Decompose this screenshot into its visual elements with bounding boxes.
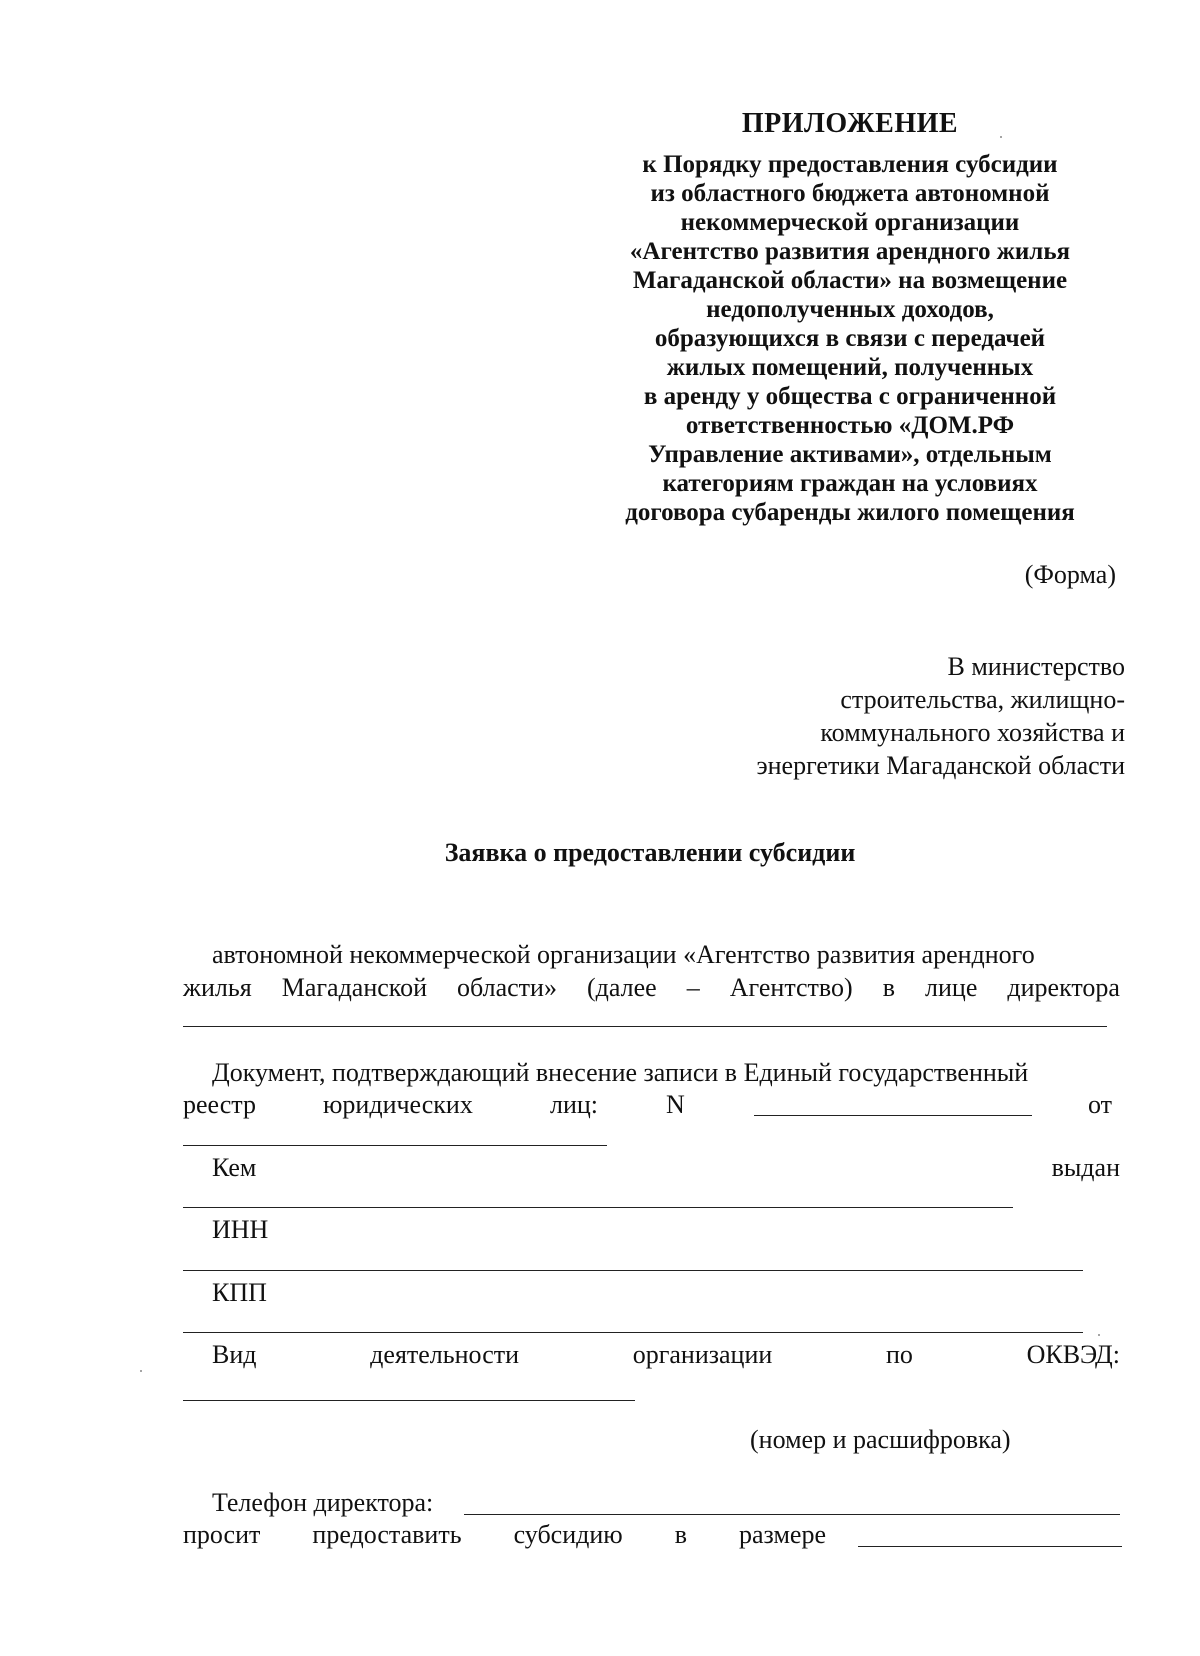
form-label: (Форма) bbox=[1024, 560, 1116, 589]
appendix-line: образующихся в связи с передачей bbox=[654, 325, 1046, 352]
director-phone-label: Телефон директора: bbox=[212, 1488, 434, 1517]
director-phone-field[interactable] bbox=[464, 1514, 1120, 1515]
appendix-line: в аренду у общества с ограниченной bbox=[643, 383, 1057, 410]
doc-word-legal: юридических bbox=[323, 1090, 473, 1119]
appendix-line: Магаданской области» на возмещение bbox=[632, 267, 1068, 294]
appendix-line: недополученных доходов, bbox=[706, 296, 994, 323]
issued-by-field[interactable] bbox=[183, 1207, 1013, 1208]
kpp-field[interactable] bbox=[183, 1332, 1083, 1333]
request-word: субсидию bbox=[513, 1520, 623, 1549]
org-line-2 bbox=[183, 973, 1120, 1003]
org-word: лице bbox=[925, 973, 978, 1002]
appendix-line: к Порядку предоставления субсидии bbox=[642, 151, 1058, 178]
issued-label: выдан bbox=[1051, 1153, 1120, 1182]
okved-hint: (номер и расшифровка) bbox=[750, 1425, 1011, 1454]
okved-word: ОКВЭД: bbox=[1026, 1340, 1120, 1369]
request-word: размере bbox=[739, 1520, 826, 1549]
inn-field[interactable] bbox=[183, 1270, 1083, 1271]
doc-word-registry: реестр bbox=[183, 1090, 256, 1119]
okved-word: деятельности bbox=[370, 1340, 520, 1369]
scan-speck bbox=[140, 1370, 142, 1372]
request-title: Заявка о предоставлении субсидии bbox=[444, 838, 856, 867]
inn-label: ИНН bbox=[212, 1215, 269, 1244]
org-word: в bbox=[882, 973, 895, 1002]
okved-word: организации bbox=[632, 1340, 773, 1369]
request-word: просит bbox=[183, 1520, 261, 1549]
subsidy-amount-field[interactable] bbox=[858, 1546, 1122, 1547]
registration-date-field[interactable] bbox=[183, 1145, 607, 1146]
org-word: области» bbox=[457, 973, 557, 1002]
recipient-line: В министерство bbox=[947, 652, 1125, 681]
okved-word: по bbox=[885, 1340, 913, 1369]
issued-by-label: Кем bbox=[212, 1153, 257, 1182]
appendix-line: жилых помещений, полученных bbox=[666, 354, 1034, 381]
org-line-1: автономной некоммерческой организации «Агентство развития арендного bbox=[212, 940, 1035, 969]
doc-line-1: Документ, подтверждающий внесение записи в Единый государственный bbox=[212, 1058, 1029, 1087]
appendix-line: «Агентство развития арендного жилья bbox=[629, 238, 1071, 265]
request-word: предоставить bbox=[312, 1520, 462, 1549]
org-word: (далее bbox=[587, 973, 657, 1002]
kpp-label: КПП bbox=[212, 1278, 267, 1307]
org-word: Агентство) bbox=[729, 973, 853, 1002]
appendix-line: из областного бюджета автономной bbox=[650, 180, 1050, 207]
okved-word: Вид bbox=[212, 1340, 257, 1369]
recipient-line: строительства, жилищно- bbox=[840, 685, 1125, 714]
appendix-line: договора субаренды жилого помещения bbox=[625, 499, 1075, 526]
appendix-line: категориям граждан на условиях bbox=[662, 470, 1038, 497]
appendix-line: Управление активами», отдельным bbox=[648, 441, 1052, 468]
scan-speck bbox=[1000, 136, 1002, 138]
director-name-field[interactable] bbox=[183, 1026, 1107, 1027]
appendix-description bbox=[580, 150, 1120, 527]
recipient-line: коммунального хозяйства и bbox=[820, 718, 1125, 747]
recipient-block bbox=[756, 650, 1125, 782]
org-word: директора bbox=[1007, 973, 1120, 1002]
okved-line bbox=[212, 1340, 1120, 1370]
doc-word-number: N bbox=[666, 1090, 685, 1119]
appendix-line: некоммерческой организации bbox=[680, 209, 1020, 236]
request-word: в bbox=[674, 1520, 687, 1549]
recipient-line: энергетики Магаданской области bbox=[756, 751, 1125, 780]
org-word: Магаданской bbox=[281, 973, 428, 1002]
registration-number-field[interactable] bbox=[754, 1115, 1032, 1116]
okved-field[interactable] bbox=[183, 1400, 635, 1401]
appendix-title: ПРИЛОЖЕНИЕ bbox=[741, 108, 959, 139]
doc-word-from: от bbox=[1088, 1090, 1113, 1119]
org-word: – bbox=[686, 973, 700, 1002]
doc-word-entities: лиц: bbox=[550, 1090, 599, 1119]
request-line bbox=[183, 1520, 826, 1550]
appendix-line: ответственностью «ДОМ.РФ bbox=[685, 412, 1015, 439]
scan-speck bbox=[1098, 1334, 1100, 1336]
org-word: жилья bbox=[183, 973, 252, 1002]
